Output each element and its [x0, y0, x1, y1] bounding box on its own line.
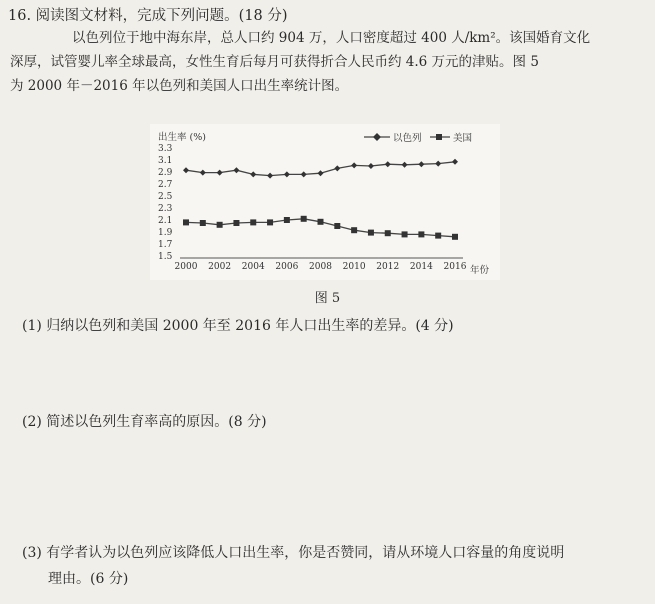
data-point-usa: [351, 227, 357, 233]
data-point-israel: [402, 162, 408, 168]
data-point-israel: [418, 161, 424, 167]
y-tick-label: 1.7: [158, 240, 173, 250]
chart-svg: [150, 124, 500, 280]
y-tick-label: 2.3: [158, 204, 173, 214]
data-point-israel: [334, 165, 340, 171]
sub-question-1: (1) 归纳以色列和美国 2000 年至 2016 年人口出生率的差异。(4 分): [22, 318, 454, 334]
data-point-israel: [233, 167, 239, 173]
y-axis-label: 出生率 (%): [158, 132, 206, 143]
x-axis-label: 年份: [470, 265, 490, 276]
data-point-usa: [250, 219, 256, 225]
material-line: 以色列位于地中海东岸，总人口约 904 万，人口密度超过 400 人/km²。该国婚育文化: [72, 30, 591, 46]
data-point-usa: [284, 217, 290, 223]
x-tick-label: 2002: [208, 262, 232, 272]
y-tick-label: 2.5: [158, 192, 173, 202]
y-tick-label: 1.5: [158, 252, 173, 262]
y-tick-label: 2.9: [158, 168, 173, 178]
chart-legend: [364, 132, 472, 144]
y-tick-label: 3.3: [158, 144, 173, 154]
sub-question-3: [22, 540, 642, 592]
data-point-usa: [435, 233, 441, 239]
x-tick-label: 2004: [241, 262, 265, 272]
data-point-usa: [452, 234, 458, 240]
data-point-usa: [418, 231, 424, 237]
data-point-israel: [368, 163, 374, 169]
x-tick-label: 2012: [376, 262, 400, 272]
legend-square-marker: [436, 134, 442, 140]
data-point-usa: [301, 216, 307, 222]
data-point-israel: [318, 170, 324, 176]
data-point-usa: [334, 223, 340, 229]
question-title: 16. 阅读图文材料，完成下列问题。(18 分): [8, 8, 288, 24]
data-point-israel: [267, 173, 273, 179]
data-point-israel: [435, 161, 441, 167]
data-point-usa: [368, 230, 374, 236]
y-tick-label: 3.1: [158, 156, 173, 166]
data-point-israel: [217, 170, 223, 176]
data-point-israel: [301, 171, 307, 177]
data-point-usa: [200, 220, 206, 226]
data-point-usa: [385, 230, 391, 236]
birth-rate-chart: [150, 124, 500, 280]
material-paragraph: [10, 26, 642, 98]
data-point-israel: [250, 171, 256, 177]
data-point-usa: [402, 231, 408, 237]
x-tick-label: 2014: [409, 262, 433, 272]
data-point-usa: [267, 219, 273, 225]
data-point-usa: [183, 219, 189, 225]
data-point-israel: [351, 162, 357, 168]
data-point-usa: [217, 222, 223, 228]
data-point-usa: [318, 219, 324, 225]
sub-question-2: (2) 简述以色列生育率高的原因。(8 分): [22, 414, 267, 430]
legend-label-usa: 美国: [453, 133, 473, 144]
x-tick-label: 2016: [443, 262, 467, 272]
y-tick-label: 2.7: [158, 180, 173, 190]
sub-question-3-line2: 理由。(6 分): [48, 571, 129, 587]
data-point-usa: [233, 220, 239, 226]
data-point-israel: [200, 170, 206, 176]
material-line: 深厚，试管婴儿率全球最高，女性生育后每月可获得折合人民币约 4.6 万元的津贴。图 5: [10, 54, 539, 70]
material-line: 为 2000 年－2016 年以色列和美国人口出生率统计图。: [10, 78, 349, 94]
data-point-israel: [183, 167, 189, 173]
y-tick-label: 2.1: [158, 216, 173, 226]
data-point-israel: [284, 171, 290, 177]
x-tick-label: 2006: [275, 262, 299, 272]
sub-question-3-line1: (3) 有学者认为以色列应该降低人口出生率，你是否赞同，请从环境人口容量的角度说明: [22, 545, 565, 561]
x-tick-label: 2010: [342, 262, 366, 272]
x-tick-label: 2000: [174, 262, 198, 272]
legend-diamond-marker: [373, 133, 381, 141]
y-tick-label: 1.9: [158, 228, 173, 238]
x-tick-label: 2008: [309, 262, 332, 272]
legend-label-israel: 以色列: [393, 133, 422, 144]
data-point-israel: [452, 159, 458, 165]
data-point-israel: [385, 161, 391, 167]
figure-caption: 图 5: [314, 291, 341, 306]
